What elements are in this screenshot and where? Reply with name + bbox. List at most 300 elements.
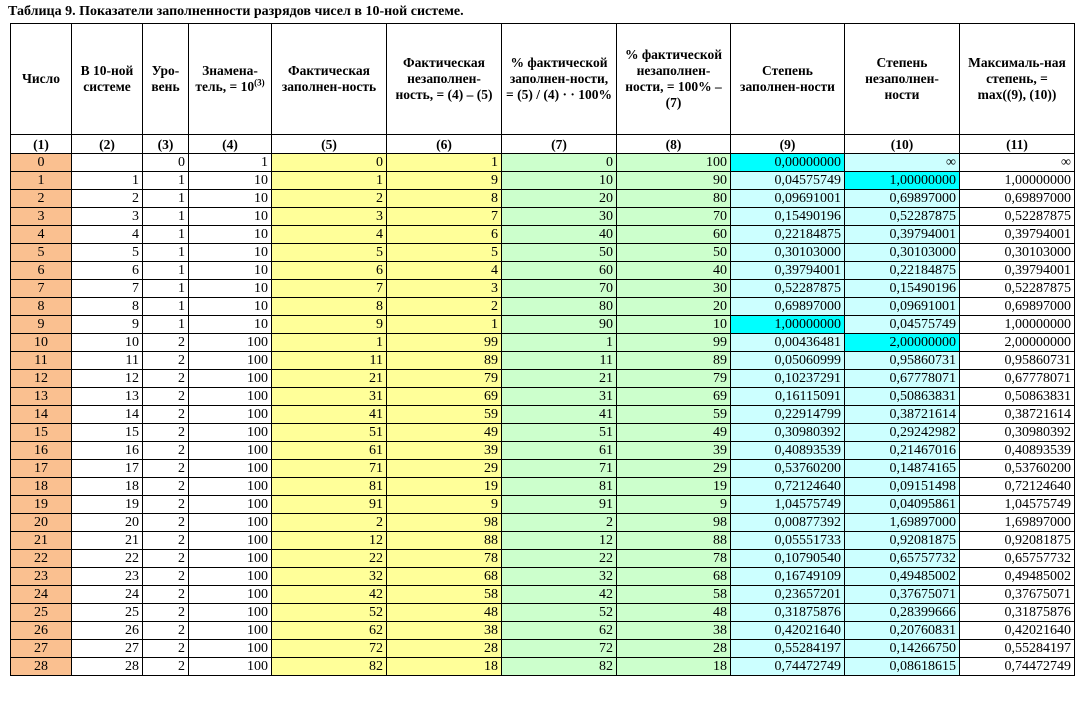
cell-fill-degree: 0,55284197 — [731, 640, 845, 658]
cell-fill-percent: 30 — [502, 208, 617, 226]
cell-fill-degree: 0,72124640 — [731, 478, 845, 496]
cell-fill: 6 — [272, 262, 387, 280]
column-number: (3) — [143, 135, 189, 154]
cell-fill-degree: 0,15490196 — [731, 208, 845, 226]
cell-fill-degree: 0,42021640 — [731, 622, 845, 640]
cell-number: 20 — [11, 514, 72, 532]
cell-unfill-percent: 29 — [617, 460, 731, 478]
header-cell-denominator: Знамена-тель, = $10^{(3)}$ — [189, 24, 272, 135]
cell-fill-percent: 70 — [502, 280, 617, 298]
cell-denominator: 100 — [189, 658, 272, 676]
cell-denominator: 100 — [189, 334, 272, 352]
cell-level: 2 — [143, 352, 189, 370]
table-row — [11, 406, 1075, 424]
cell-number: 5 — [11, 244, 72, 262]
cell-denominator: 10 — [189, 316, 272, 334]
cell-fill: 32 — [272, 568, 387, 586]
cell-level: 2 — [143, 442, 189, 460]
cell-number: 0 — [11, 154, 72, 172]
cell-fill-degree: 0,16749109 — [731, 568, 845, 586]
cell-number: 12 — [11, 370, 72, 388]
cell-decimal: 19 — [72, 496, 143, 514]
cell-unfill-degree: 0,14874165 — [845, 460, 960, 478]
cell-decimal: 12 — [72, 370, 143, 388]
cell-denominator: 100 — [189, 460, 272, 478]
cell-number: 23 — [11, 568, 72, 586]
cell-unfill: 39 — [387, 442, 502, 460]
cell-level: 2 — [143, 514, 189, 532]
column-number: (6) — [387, 135, 502, 154]
cell-fill-degree: 0,30980392 — [731, 424, 845, 442]
cell-decimal: 9 — [72, 316, 143, 334]
cell-unfill-percent: 69 — [617, 388, 731, 406]
cell-number: 10 — [11, 334, 72, 352]
cell-decimal: 5 — [72, 244, 143, 262]
cell-fill-percent: 12 — [502, 532, 617, 550]
cell-level: 1 — [143, 298, 189, 316]
cell-max-degree: 0,69897000 — [960, 190, 1075, 208]
cell-denominator: 100 — [189, 604, 272, 622]
cell-unfill: 48 — [387, 604, 502, 622]
cell-unfill: 8 — [387, 190, 502, 208]
cell-unfill-percent: 60 — [617, 226, 731, 244]
cell-unfill-percent: 30 — [617, 280, 731, 298]
cell-unfill-percent: 99 — [617, 334, 731, 352]
cell-decimal: 20 — [72, 514, 143, 532]
cell-decimal — [72, 154, 143, 172]
cell-fill-percent: 20 — [502, 190, 617, 208]
cell-denominator: 100 — [189, 622, 272, 640]
cell-fill: 51 — [272, 424, 387, 442]
cell-number: 8 — [11, 298, 72, 316]
cell-fill-degree: 0,10790540 — [731, 550, 845, 568]
cell-fill-percent: 11 — [502, 352, 617, 370]
cell-max-degree: 2,00000000 — [960, 334, 1075, 352]
table-row — [11, 478, 1075, 496]
cell-unfill-percent: 38 — [617, 622, 731, 640]
cell-level: 2 — [143, 370, 189, 388]
cell-unfill-degree: 0,92081875 — [845, 532, 960, 550]
cell-level: 1 — [143, 280, 189, 298]
cell-level: 1 — [143, 172, 189, 190]
cell-number: 24 — [11, 586, 72, 604]
column-number: (10) — [845, 135, 960, 154]
cell-denominator: 100 — [189, 442, 272, 460]
cell-decimal: 7 — [72, 280, 143, 298]
header-row — [11, 24, 1075, 135]
cell-fill-percent: 40 — [502, 226, 617, 244]
cell-fill: 81 — [272, 478, 387, 496]
table-row — [11, 496, 1075, 514]
cell-unfill-percent: 10 — [617, 316, 731, 334]
cell-unfill-percent: 59 — [617, 406, 731, 424]
cell-decimal: 13 — [72, 388, 143, 406]
cell-unfill: 9 — [387, 172, 502, 190]
cell-max-degree: 0,40893539 — [960, 442, 1075, 460]
cell-fill-degree: 0,31875876 — [731, 604, 845, 622]
header-cell-decimal: В 10-ной системе — [72, 24, 143, 135]
cell-level: 2 — [143, 460, 189, 478]
cell-level: 2 — [143, 622, 189, 640]
cell-max-degree: 0,52287875 — [960, 280, 1075, 298]
cell-fill-degree: 0,09691001 — [731, 190, 845, 208]
cell-max-degree: 0,72124640 — [960, 478, 1075, 496]
column-number: (11) — [960, 135, 1075, 154]
cell-fill: 9 — [272, 316, 387, 334]
cell-fill: 22 — [272, 550, 387, 568]
cell-unfill-degree: 0,22184875 — [845, 262, 960, 280]
cell-number: 14 — [11, 406, 72, 424]
cell-fill: 71 — [272, 460, 387, 478]
cell-denominator: 100 — [189, 424, 272, 442]
cell-fill-degree: 0,00436481 — [731, 334, 845, 352]
cell-level: 2 — [143, 640, 189, 658]
cell-fill-degree: 0,16115091 — [731, 388, 845, 406]
cell-number: 21 — [11, 532, 72, 550]
cell-unfill: 4 — [387, 262, 502, 280]
cell-unfill-percent: 79 — [617, 370, 731, 388]
cell-decimal: 21 — [72, 532, 143, 550]
cell-denominator: 10 — [189, 208, 272, 226]
cell-number: 27 — [11, 640, 72, 658]
cell-fill: 61 — [272, 442, 387, 460]
table-row — [11, 244, 1075, 262]
cell-fill: 2 — [272, 514, 387, 532]
cell-unfill-degree: 0,52287875 — [845, 208, 960, 226]
cell-denominator: 1 — [189, 154, 272, 172]
cell-fill: 12 — [272, 532, 387, 550]
cell-decimal: 6 — [72, 262, 143, 280]
cell-level: 2 — [143, 532, 189, 550]
cell-unfill-degree: ∞ — [845, 154, 960, 172]
cell-unfill: 28 — [387, 640, 502, 658]
cell-max-degree: 0,55284197 — [960, 640, 1075, 658]
cell-fill-percent: 31 — [502, 388, 617, 406]
cell-unfill: 2 — [387, 298, 502, 316]
cell-max-degree: 0,37675071 — [960, 586, 1075, 604]
cell-level: 1 — [143, 208, 189, 226]
cell-number: 18 — [11, 478, 72, 496]
cell-level: 2 — [143, 568, 189, 586]
cell-unfill-degree: 2,00000000 — [845, 334, 960, 352]
table-row — [11, 658, 1075, 676]
cell-level: 2 — [143, 496, 189, 514]
cell-denominator: 10 — [189, 262, 272, 280]
cell-fill: 0 — [272, 154, 387, 172]
table-row — [11, 334, 1075, 352]
header-cell-number: Число — [11, 24, 72, 135]
table-row — [11, 586, 1075, 604]
cell-decimal: 8 — [72, 298, 143, 316]
header-cell-unfill: Фактическая незаполнен-ность, = (4) – (5) — [387, 24, 502, 135]
cell-fill: 4 — [272, 226, 387, 244]
cell-unfill: 59 — [387, 406, 502, 424]
table-row — [11, 640, 1075, 658]
cell-level: 1 — [143, 316, 189, 334]
cell-max-degree: 0,31875876 — [960, 604, 1075, 622]
column-number: (1) — [11, 135, 72, 154]
column-number-row — [11, 135, 1075, 154]
cell-fill: 21 — [272, 370, 387, 388]
cell-unfill: 98 — [387, 514, 502, 532]
cell-max-degree: 0,50863831 — [960, 388, 1075, 406]
cell-unfill-percent: 39 — [617, 442, 731, 460]
cell-denominator: 100 — [189, 352, 272, 370]
cell-unfill-percent: 28 — [617, 640, 731, 658]
column-number: (5) — [272, 135, 387, 154]
cell-fill-percent: 62 — [502, 622, 617, 640]
cell-unfill: 7 — [387, 208, 502, 226]
table-row — [11, 280, 1075, 298]
cell-decimal: 16 — [72, 442, 143, 460]
cell-fill-percent: 81 — [502, 478, 617, 496]
header-cell-max-degree: Максималь-ная степень, = max((9), (10)) — [960, 24, 1075, 135]
cell-denominator: 100 — [189, 388, 272, 406]
cell-max-degree: 0,53760200 — [960, 460, 1075, 478]
cell-unfill-degree: 1,00000000 — [845, 172, 960, 190]
cell-fill: 52 — [272, 604, 387, 622]
cell-number: 28 — [11, 658, 72, 676]
cell-unfill-percent: 58 — [617, 586, 731, 604]
table-row — [11, 352, 1075, 370]
cell-denominator: 100 — [189, 370, 272, 388]
column-number: (4) — [189, 135, 272, 154]
cell-unfill-percent: 68 — [617, 568, 731, 586]
cell-number: 15 — [11, 424, 72, 442]
table-caption: Таблица 9. Показатели заполненности разрядов чисел в 10-ной системе. — [8, 4, 464, 19]
cell-denominator: 100 — [189, 568, 272, 586]
cell-fill-percent: 10 — [502, 172, 617, 190]
cell-number: 22 — [11, 550, 72, 568]
cell-number: 25 — [11, 604, 72, 622]
cell-fill-degree: 0,52287875 — [731, 280, 845, 298]
cell-decimal: 10 — [72, 334, 143, 352]
cell-unfill: 19 — [387, 478, 502, 496]
cell-unfill: 1 — [387, 316, 502, 334]
cell-unfill-percent: 78 — [617, 550, 731, 568]
cell-unfill: 69 — [387, 388, 502, 406]
cell-fill-percent: 41 — [502, 406, 617, 424]
cell-denominator: 100 — [189, 406, 272, 424]
cell-max-degree: 0,38721614 — [960, 406, 1075, 424]
cell-number: 16 — [11, 442, 72, 460]
cell-unfill-percent: 90 — [617, 172, 731, 190]
cell-unfill-degree: 0,30103000 — [845, 244, 960, 262]
table-row — [11, 514, 1075, 532]
cell-unfill-percent: 80 — [617, 190, 731, 208]
cell-decimal: 22 — [72, 550, 143, 568]
cell-fill-percent: 42 — [502, 586, 617, 604]
cell-fill: 91 — [272, 496, 387, 514]
header-cell-fill-percent: % фактической заполнен-ности, = (5) / (4) · · 100% — [502, 24, 617, 135]
cell-denominator: 100 — [189, 478, 272, 496]
cell-number: 13 — [11, 388, 72, 406]
table-body — [11, 154, 1075, 676]
cell-level: 2 — [143, 388, 189, 406]
cell-unfill-percent: 49 — [617, 424, 731, 442]
cell-unfill: 1 — [387, 154, 502, 172]
cell-unfill-degree: 0,65757732 — [845, 550, 960, 568]
cell-fill-degree: 0,05551733 — [731, 532, 845, 550]
cell-denominator: 100 — [189, 550, 272, 568]
cell-unfill: 68 — [387, 568, 502, 586]
cell-level: 1 — [143, 190, 189, 208]
table-row — [11, 442, 1075, 460]
cell-fill-percent: 71 — [502, 460, 617, 478]
cell-unfill-degree: 0,69897000 — [845, 190, 960, 208]
cell-fill-percent: 61 — [502, 442, 617, 460]
cell-max-degree: 0,39794001 — [960, 262, 1075, 280]
cell-fill-percent: 1 — [502, 334, 617, 352]
cell-fill-percent: 51 — [502, 424, 617, 442]
cell-number: 7 — [11, 280, 72, 298]
cell-fill: 11 — [272, 352, 387, 370]
cell-unfill: 78 — [387, 550, 502, 568]
table-row — [11, 154, 1075, 172]
cell-level: 1 — [143, 262, 189, 280]
cell-unfill-degree: 0,20760831 — [845, 622, 960, 640]
header-cell-unfill-degree: Степень незаполнен-ности — [845, 24, 960, 135]
cell-denominator: 10 — [189, 280, 272, 298]
cell-number: 2 — [11, 190, 72, 208]
cell-fill: 1 — [272, 334, 387, 352]
cell-fill-degree: 0,39794001 — [731, 262, 845, 280]
cell-unfill-degree: 0,21467016 — [845, 442, 960, 460]
cell-fill-degree: 0,04575749 — [731, 172, 845, 190]
cell-number: 11 — [11, 352, 72, 370]
cell-fill-percent: 82 — [502, 658, 617, 676]
data-table — [10, 23, 1075, 676]
cell-unfill-percent: 98 — [617, 514, 731, 532]
cell-max-degree: 0,95860731 — [960, 352, 1075, 370]
cell-fill-degree: 0,74472749 — [731, 658, 845, 676]
cell-denominator: 10 — [189, 172, 272, 190]
cell-unfill: 49 — [387, 424, 502, 442]
cell-decimal: 2 — [72, 190, 143, 208]
cell-fill-percent: 80 — [502, 298, 617, 316]
cell-number: 9 — [11, 316, 72, 334]
cell-number: 6 — [11, 262, 72, 280]
cell-fill: 41 — [272, 406, 387, 424]
cell-unfill: 6 — [387, 226, 502, 244]
cell-fill-percent: 72 — [502, 640, 617, 658]
cell-level: 2 — [143, 604, 189, 622]
cell-fill-percent: 50 — [502, 244, 617, 262]
cell-unfill: 9 — [387, 496, 502, 514]
cell-fill-degree: 1,00000000 — [731, 316, 845, 334]
column-number: (7) — [502, 135, 617, 154]
cell-max-degree: 1,69897000 — [960, 514, 1075, 532]
cell-fill-percent: 52 — [502, 604, 617, 622]
cell-level: 2 — [143, 586, 189, 604]
cell-unfill-degree: 0,38721614 — [845, 406, 960, 424]
cell-unfill-percent: 48 — [617, 604, 731, 622]
table-row — [11, 226, 1075, 244]
cell-max-degree: 0,30103000 — [960, 244, 1075, 262]
cell-fill-percent: 60 — [502, 262, 617, 280]
cell-decimal: 11 — [72, 352, 143, 370]
cell-unfill-degree: 0,39794001 — [845, 226, 960, 244]
cell-denominator: 10 — [189, 298, 272, 316]
table-row — [11, 262, 1075, 280]
column-number: (9) — [731, 135, 845, 154]
cell-fill-degree: 0,53760200 — [731, 460, 845, 478]
cell-unfill-degree: 0,14266750 — [845, 640, 960, 658]
cell-max-degree: 0,49485002 — [960, 568, 1075, 586]
header-cell-fill: Фактическая заполнен-ность — [272, 24, 387, 135]
cell-decimal: 4 — [72, 226, 143, 244]
cell-unfill-percent: 9 — [617, 496, 731, 514]
column-number: (8) — [617, 135, 731, 154]
cell-decimal: 24 — [72, 586, 143, 604]
cell-max-degree: 1,04575749 — [960, 496, 1075, 514]
cell-fill-percent: 0 — [502, 154, 617, 172]
cell-unfill-degree: 0,95860731 — [845, 352, 960, 370]
cell-denominator: 100 — [189, 532, 272, 550]
cell-number: 4 — [11, 226, 72, 244]
cell-max-degree: 0,42021640 — [960, 622, 1075, 640]
cell-decimal: 17 — [72, 460, 143, 478]
cell-level: 2 — [143, 658, 189, 676]
cell-decimal: 1 — [72, 172, 143, 190]
cell-unfill: 88 — [387, 532, 502, 550]
cell-denominator: 100 — [189, 640, 272, 658]
cell-decimal: 3 — [72, 208, 143, 226]
cell-fill: 42 — [272, 586, 387, 604]
table-row — [11, 172, 1075, 190]
cell-denominator: 100 — [189, 514, 272, 532]
cell-decimal: 27 — [72, 640, 143, 658]
cell-fill: 31 — [272, 388, 387, 406]
cell-unfill-degree: 0,04095861 — [845, 496, 960, 514]
cell-denominator: 100 — [189, 496, 272, 514]
cell-denominator: 10 — [189, 244, 272, 262]
table-row — [11, 316, 1075, 334]
header-cell-fill-degree: Степень заполнен-ности — [731, 24, 845, 135]
cell-unfill: 99 — [387, 334, 502, 352]
cell-max-degree: 0,52287875 — [960, 208, 1075, 226]
cell-max-degree: 0,39794001 — [960, 226, 1075, 244]
cell-unfill-percent: 70 — [617, 208, 731, 226]
cell-decimal: 14 — [72, 406, 143, 424]
cell-max-degree: 0,65757732 — [960, 550, 1075, 568]
table-row — [11, 622, 1075, 640]
cell-unfill: 89 — [387, 352, 502, 370]
cell-unfill-degree: 0,49485002 — [845, 568, 960, 586]
cell-unfill-degree: 0,37675071 — [845, 586, 960, 604]
cell-max-degree: 0,30980392 — [960, 424, 1075, 442]
cell-decimal: 26 — [72, 622, 143, 640]
cell-fill: 8 — [272, 298, 387, 316]
cell-unfill-degree: 0,50863831 — [845, 388, 960, 406]
cell-max-degree: 0,74472749 — [960, 658, 1075, 676]
column-number: (2) — [72, 135, 143, 154]
table-row — [11, 568, 1075, 586]
cell-unfill-degree: 0,67778071 — [845, 370, 960, 388]
cell-unfill-degree: 0,04575749 — [845, 316, 960, 334]
cell-unfill-degree: 1,69897000 — [845, 514, 960, 532]
header-cell-level: Уро-вень — [143, 24, 189, 135]
cell-fill: 2 — [272, 190, 387, 208]
cell-fill-degree: 0,22184875 — [731, 226, 845, 244]
cell-unfill-percent: 50 — [617, 244, 731, 262]
table-row — [11, 388, 1075, 406]
cell-unfill: 5 — [387, 244, 502, 262]
cell-fill-percent: 22 — [502, 550, 617, 568]
cell-fill-degree: 0,69897000 — [731, 298, 845, 316]
table-row — [11, 370, 1075, 388]
cell-unfill-percent: 40 — [617, 262, 731, 280]
